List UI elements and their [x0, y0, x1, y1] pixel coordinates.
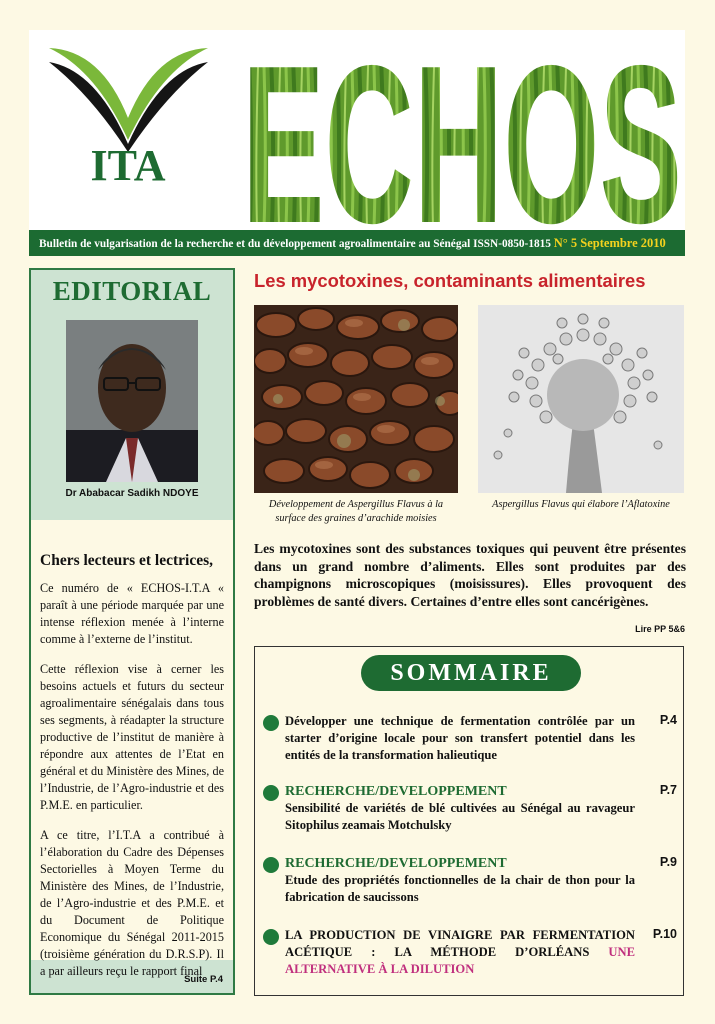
editorial-sidebar: [29, 268, 235, 995]
continued-link[interactable]: Suite P.4: [184, 974, 223, 985]
editorial-body: [31, 520, 233, 978]
toc-item-page: P.7: [659, 783, 677, 797]
toc-item-category: RECHERCHE/DEVELOPPEMENT: [285, 856, 507, 871]
article-headline: Les mycotoxines, contaminants alimentaires: [254, 270, 646, 291]
toc-item-text: Etude des propriétés fonctionnelles de la chair de thon pour la fabrication de saucissons: [285, 873, 635, 904]
editorial-heading: Chers lecteurs et lectrices,: [40, 552, 213, 569]
toc-item-page: P.4: [659, 713, 677, 727]
bullet-icon: [263, 715, 279, 731]
echos-title-text: ECHOS: [242, 38, 682, 228]
bullet-icon: [263, 857, 279, 873]
peanuts-photo: [254, 305, 458, 493]
toc-item-page: P.9: [659, 855, 677, 869]
bullet-icon: [263, 929, 279, 945]
aspergillus-micrograph: [478, 305, 684, 493]
echos-title: [239, 38, 685, 228]
tagline-text: Bulletin de vulgarisation de la recherche et du développement agroalimentaire au Sénégal ISSN-0850-1815: [39, 238, 551, 250]
editorial-paragraph: Cette réflexion vise à cerner les besoins actuels et futurs du secteur agroalimentaire sénégalais dans tous ses segments, à réadapter la structure productive de l’institut de manière à répondre aux attentes de l’Etat en général et du Ministère des Mines, de l’Industrie, de l’Agro-industrie et des P.M.E. en particulier.: [40, 662, 224, 812]
toc-item-highlight: UNE ALTERNATIVE À LA DILUTION: [285, 945, 635, 976]
toc-item-text: LA PRODUCTION DE VINAIGRE PAR FERMENTATION ACÉTIQUE : LA MÉTHODE D’ORLÉANS: [285, 928, 635, 959]
logo-text: ITA: [90, 141, 166, 190]
masthead: [29, 30, 685, 230]
ita-logo: [41, 40, 216, 190]
toc-item-text: Sensibilité de variétés de blé cultivées au Sénégal au ravageur Sitophilus zeamais Motchulsky: [285, 801, 635, 832]
issue-number: N° 5 Septembre 2010: [553, 236, 666, 250]
read-more-link[interactable]: Lire PP 5&6: [635, 624, 685, 634]
author-portrait: [66, 320, 198, 482]
sommaire-title: SOMMAIRE: [361, 655, 581, 691]
toc-item-page: P.10: [652, 927, 677, 941]
editorial-title: EDITORIAL: [52, 276, 212, 306]
editorial-paragraph: A ce titre, l’I.T.A a contribué à l’élaboration du Cadre des Dépenses Sectorielles à Moyen Terme du Ministère des Mines, de l’Industrie, de l’Agro-industrie et des P.M.E. et du Document de Politique Economique du Sénégal 2011-2015 (troisième génération du D.R.S.P). Il a par ailleurs reçu le rapport final: [40, 828, 224, 978]
article-lead: Les mycotoxines sont des substances toxiques qui peuvent être présentes dans un grand nombre d’aliments. Elles sont produites par des champignons microscopiques (moisissures). Elles provoquent des problèmes de santé divers. Certaines d’entre elles sont cancérigènes.: [254, 541, 686, 609]
table-of-contents: [254, 646, 684, 996]
toc-item-category: RECHERCHE/DEVELOPPEMENT: [285, 784, 507, 799]
toc-item-text: Développer une technique de fermentation contrôlée par un starter d’origine locale pour son transfert potentiel dans les entités de la transformation halieutique: [285, 714, 635, 762]
tagline-bar: [29, 230, 685, 256]
micrograph-caption: Aspergillus Flavus qui élabore l’Aflatoxine: [492, 499, 670, 510]
bullet-icon: [263, 785, 279, 801]
editorial-paragraph: Ce numéro de « ECHOS-I.T.A « paraît à une période marquée par une intense réflexion menée à l’interne comme à l’externe de l’institut.: [40, 581, 224, 646]
peanuts-caption: Développement de Aspergillus Flavus à la surface des graines d’arachide moisies: [268, 499, 444, 524]
portrait-caption: Dr Ababacar Sadikh NDOYE: [65, 488, 199, 499]
